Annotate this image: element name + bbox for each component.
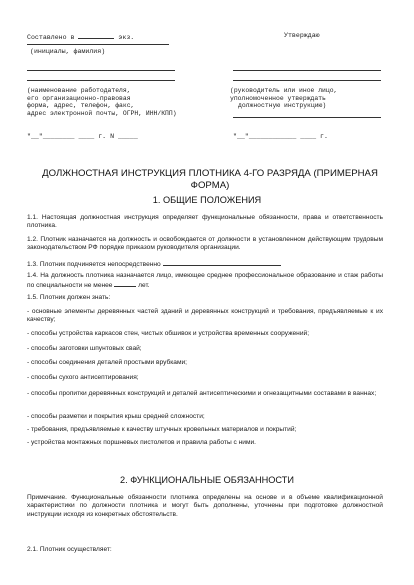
head-signature-line	[233, 117, 381, 118]
section-2-heading: 2. ФУНКЦИОНАЛЬНЫЕ ОБЯЗАННОСТИ	[120, 475, 294, 485]
approved-label: Утверждаю	[284, 32, 320, 39]
know-item-4: - способы соединения деталей простыми врубками;	[27, 359, 188, 366]
composed-suffix: экз.	[118, 34, 135, 41]
section-1-heading: 1. ОБЩИЕ ПОЛОЖЕНИЯ	[152, 195, 262, 205]
paragraph-1-1: 1.1. Настоящая должностная инструкция определяет функциональные обязанности, права и ответственность плотника.	[27, 214, 383, 230]
composed-prefix: Составлено в	[27, 34, 75, 41]
know-item-1: - основные элементы деревянных частей зданий и деревянных конструкций и требования, предъявляемые к их качеству;	[27, 308, 383, 324]
know-item-2: - способы устройства каркасов стен, чистых обшивок и устройства временных сооружений;	[27, 330, 310, 337]
document-title: ДОЛЖНОСТНАЯ ИНСТРУКЦИЯ ПЛОТНИКА 4-ГО РАЗРЯДА (ПРИМЕРНАЯ ФОРМА)	[42, 168, 378, 191]
employer-note-line-2: его организационно-правовая	[27, 94, 131, 102]
know-item-8: - требования, предъявляемые к качеству штучных кровельных материалов и покрытий;	[27, 426, 297, 433]
employer-line-1	[27, 70, 175, 71]
employer-note-line-3: форма, адрес, телефон, факс,	[27, 102, 135, 109]
know-item-5: - способы сухого антисептирования;	[27, 374, 139, 381]
paragraph-1-4-suffix: лет.	[138, 282, 150, 290]
employer-line-2	[27, 80, 175, 81]
supervisor-blank	[163, 259, 281, 266]
head-line-1	[233, 70, 381, 71]
paragraph-1-4	[27, 272, 383, 291]
paragraph-1-5: 1.5. Плотник должен знать:	[27, 294, 111, 301]
paragraph-1-2: 1.2. Плотник назначается на должность и освобождается от должности в установленном действующим трудовым законодательством РФ порядке приказом руководителя организации.	[27, 236, 383, 252]
know-item-9: - устройства монтажных поршневых пистолетов и правила работы с ними.	[27, 439, 257, 446]
initials-label: (инициалы, фамилия)	[30, 48, 106, 55]
head-note-line-2: уполномоченное утверждать	[230, 94, 326, 102]
employer-note-line-1: (наименование работодателя,	[27, 87, 131, 94]
know-item-3: - способы заготовки шпунтовых свай;	[27, 345, 142, 352]
paragraph-1-3	[27, 259, 383, 269]
date-number-left: "__"________ ____ г. N _____	[27, 133, 138, 140]
copies-blank	[78, 32, 114, 39]
experience-blank	[114, 280, 136, 287]
know-item-6: - способы пропитки деревянных конструкций и деталей антисептическими и огнезащитными составами в ваннах;	[27, 390, 377, 397]
employer-note-line-4: адрес электронной почты, ОГРН, ИНН/КПП)	[27, 109, 177, 117]
know-item-7: - способы разметки и покрытия крыш средней сложности;	[27, 413, 205, 420]
composed-line	[27, 32, 134, 42]
date-right: "__"____________ ____ г.	[233, 133, 328, 140]
head-line-2	[233, 80, 381, 81]
note-paragraph: Примечание. Функциональные обязанности плотника определены на основе и в объеме квалификационной характеристики по должности плотника и могут быть дополнены, уточнены при подготовке должностной инструкции исходя из конкретных обстоятельств.	[27, 494, 383, 518]
paragraph-1-4-text: 1.4. На должность плотника назначается лицо, имеющее среднее профессиональное образование и стаж работы по специальности не менее	[27, 272, 383, 290]
head-note	[230, 87, 390, 110]
signature-line	[27, 44, 169, 45]
employer-note	[27, 87, 197, 117]
head-note-line-3: должностную инструкцию)	[238, 102, 327, 109]
paragraph-1-3-text: 1.3. Плотник подчиняется непосредственно	[27, 261, 161, 268]
paragraph-2-1: 2.1. Плотник осуществляет:	[27, 546, 112, 553]
head-note-line-1: (руководитель или иное лицо,	[230, 87, 338, 94]
